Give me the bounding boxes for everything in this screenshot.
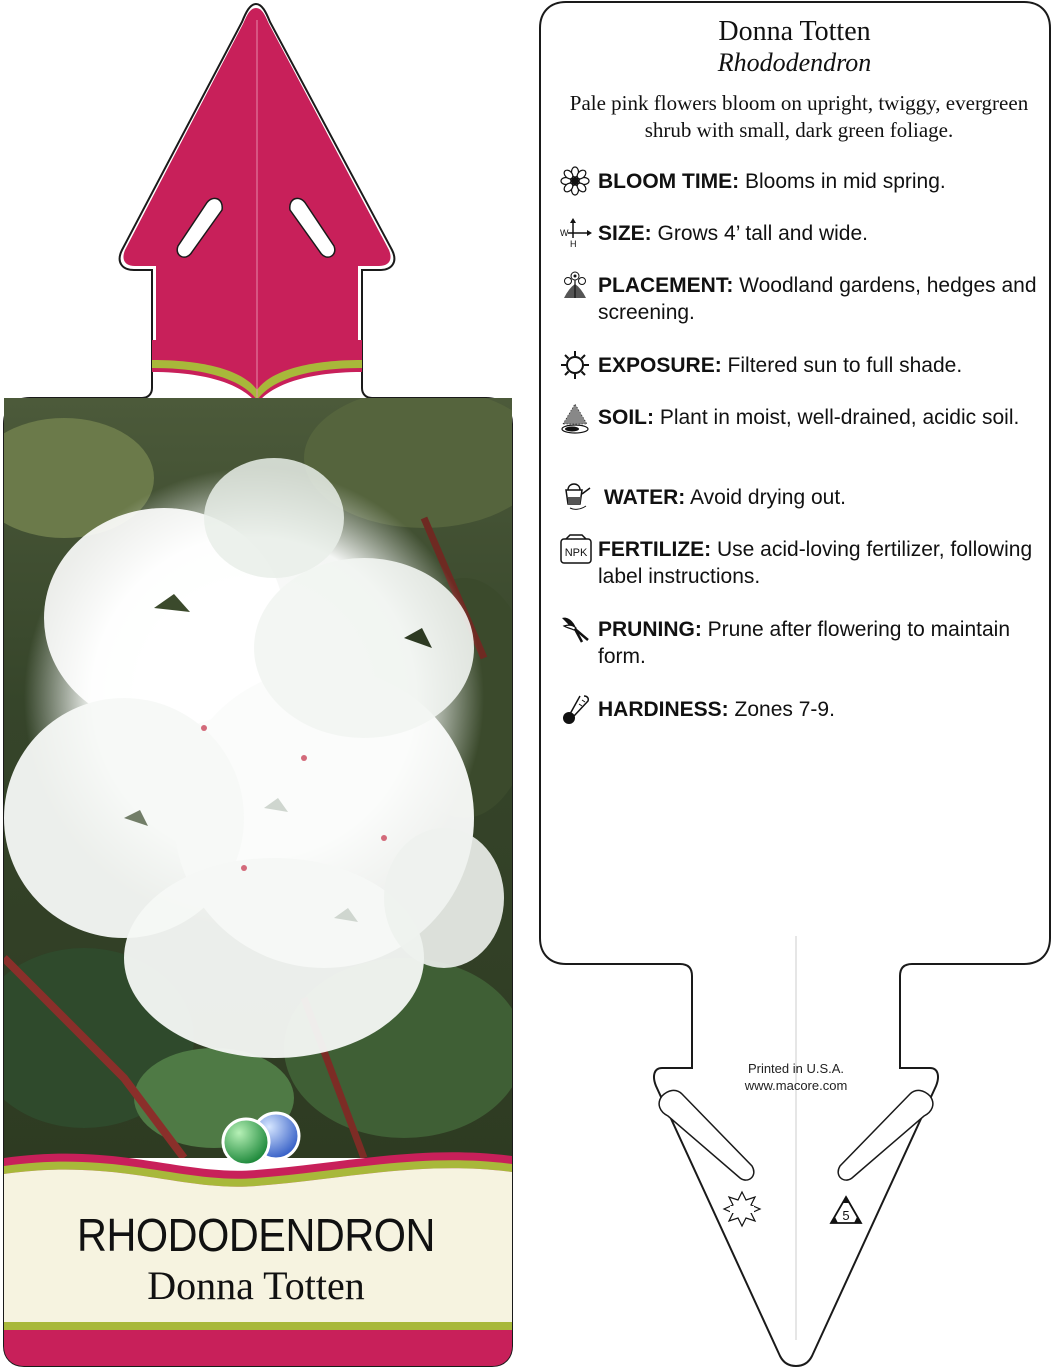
pruners-icon: [560, 614, 590, 644]
info-label: EXPOSURE:: [598, 354, 722, 377]
printed-url: www.macore.com: [744, 1078, 848, 1093]
cultivar-name: Donna Totten: [147, 1263, 365, 1308]
info-pruning: [560, 614, 1040, 670]
info-text: Avoid drying out.: [685, 486, 846, 509]
flower-icon: [560, 166, 590, 196]
info-label: FERTILIZE:: [598, 538, 712, 561]
info-size: [560, 218, 1040, 248]
info-hardiness: [560, 694, 1040, 724]
info-label: HARDINESS:: [598, 698, 729, 721]
genus-name: RHODODENDRON: [76, 1209, 436, 1261]
info-label: BLOOM TIME:: [598, 170, 740, 193]
info-text: Zones 7-9.: [728, 698, 835, 721]
soil-icon: [560, 402, 590, 432]
info-fertilize: [560, 534, 1040, 590]
white-rhododendron-flowers-photo: [4, 398, 512, 1158]
recycle-5-icon: [828, 1194, 864, 1228]
plant-photo: [4, 398, 512, 1158]
info-text: Woodland gardens, hedges and screening.: [598, 274, 1037, 324]
info-exposure: [560, 350, 1040, 380]
watering-can-icon: [560, 480, 590, 510]
front-tag: [0, 0, 520, 1369]
info-text: Plant in moist, well-drained, acidic soil.: [654, 406, 1020, 429]
info-bloom-time: [560, 166, 1040, 196]
placement-flowers-icon: [560, 270, 590, 300]
brand-dots: [212, 1108, 308, 1174]
back-tag: [536, 0, 1053, 1369]
plant-description: Pale pink flowers bloom on upright, twiggy, evergreen shrub with small, dark green foliage.: [569, 91, 1029, 142]
info-label: PLACEMENT:: [598, 274, 734, 297]
size-h-letter: H: [570, 239, 577, 248]
size-arrows-icon: [560, 218, 590, 248]
plant-title: Donna Totten: [718, 16, 871, 47]
size-w-letter: W: [560, 228, 569, 238]
info-placement: [560, 270, 1040, 326]
info-text: Use acid-loving fertilizer, following label instructions.: [598, 538, 1033, 588]
back-tag-outline: [536, 0, 1053, 1369]
macore-logo-icon: [722, 1190, 762, 1230]
info-soil: [560, 402, 1040, 458]
info-water: [560, 480, 1040, 510]
recycle-number: 5: [842, 1208, 850, 1223]
printed-line: Printed in U.S.A.: [747, 1061, 845, 1076]
sun-icon: [560, 350, 590, 380]
info-text: Grows 4’ tall and wide.: [651, 222, 868, 245]
printed-in-usa: [716, 1060, 876, 1094]
info-label: PRUNING:: [598, 618, 702, 641]
npk-label: NPK: [564, 547, 588, 559]
info-label: SIZE:: [598, 222, 652, 245]
info-label: WATER:: [604, 486, 686, 509]
info-text: Filtered sun to full shade.: [721, 354, 963, 377]
thermometer-icon: [560, 694, 590, 724]
info-text: Blooms in mid spring.: [739, 170, 946, 193]
info-text: Prune after flowering to maintain form.: [598, 618, 1011, 668]
npk-icon: [560, 534, 590, 564]
plant-botanical-name: Rhododendron: [717, 48, 872, 77]
info-label: SOIL:: [598, 406, 654, 429]
